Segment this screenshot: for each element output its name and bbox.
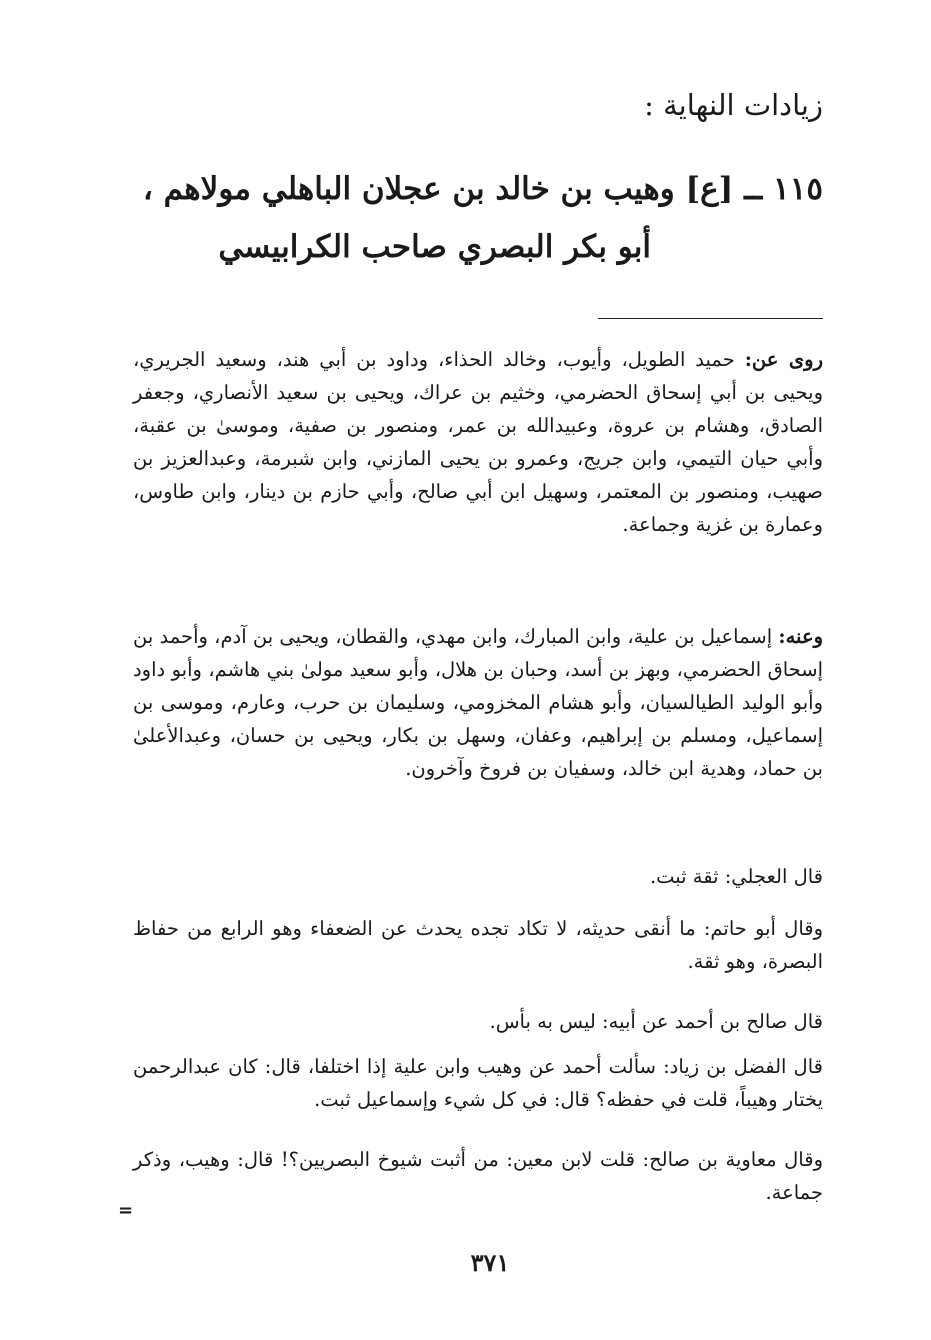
ijli-opinion-paragraph: قال العجلي: ثقة ثبت. <box>649 865 823 888</box>
entry-title <box>103 160 823 276</box>
narrated-from-paragraph <box>133 343 823 541</box>
section-divider <box>598 318 823 319</box>
narrators-from-him-paragraph <box>133 620 823 785</box>
entry-title-line-1: ١١٥ ــ [ع] وهيب بن خالد بن عجلان الباهلي مولاهم ، <box>142 171 823 207</box>
narrated-from-lead: روى عن: <box>744 348 823 371</box>
entry-title-line-2: أبو بكر البصري صاحب الكرابيسي <box>218 229 651 265</box>
continuation-mark: = <box>118 1200 134 1221</box>
fadl-opinion-paragraph: قال الفضل بن زياد: سألت أحمد عن وهيب وابن علية إذا اختلفا، قال: كان عبدالرحمن يختار وهيباً، قلت في حفظه؟ قال: في كل شيء وإسماعيل ثبت. <box>133 1055 823 1111</box>
narrators-from-him-lead: وعنه: <box>778 625 823 648</box>
abu-hatim-opinion-paragraph: وقال أبو حاتم: ما أنقى حديثه، لا تكاد تجده يحدث عن الضعفاء وهو الرابع من حفاظ البصرة، وهو ثقة. <box>133 917 823 973</box>
narrators-from-him-text: إسماعيل بن علية، وابن المبارك، وابن مهدي، والقطان، ويحيى بن آدم، وأحمد بن إسحاق الحضرمي، وبهز بن أسد، وحبان بن هلال، وأبو سعيد مولىٰ بني هاشم، وأبو داود وأبو الوليد الطيالسيان، وأبو هشام المخزومي، وسليمان بن حرب، وعارم، وموسى بن إسماعيل، ومسلم بن إبراهيم، وعفان، وسهل بن بكار، ويحيى بن حسان، وعبدالأعلىٰ بن حماد، وهدية ابن خالد، وسفيان بن فروخ وآخرون. <box>133 625 823 780</box>
page-number: ٣٧١ <box>470 1248 510 1277</box>
narrated-from-text: حميد الطويل، وأيوب، وخالد الحذاء، وداود بن أبي هند، وسعيد الجريري، ويحيى بن أبي إسحاق الحضرمي، وخثيم بن عراك، ويحيى بن سعيد الأنصاري، وجعفر الصادق، وهشام بن عروة، وعبيدالله بن عمر، ومنصور بن صفية، وموسىٰ بن عقبة، وأبي حيان التيمي، وابن جريج، وعمرو بن يحيى المازني، وابن شبرمة، وعبدالعزيز بن صهيب، ومنصور بن المعتمر، وسهيل ابن أبي صالح، وأبي حازم بن دينار، وابن طاوس، وعمارة بن غزية وجماعة. <box>133 348 823 536</box>
muawiya-opinion-paragraph: وقال معاوية بن صالح: قلت لابن معين: من أثبت شيوخ البصريين؟! قال: وهيب، وذكر جماعة. <box>133 1148 823 1204</box>
salih-opinion-paragraph: قال صالح بن أحمد عن أبيه: ليس به بأس. <box>489 1010 823 1033</box>
section-heading: زيادات النهاية : <box>644 88 823 122</box>
